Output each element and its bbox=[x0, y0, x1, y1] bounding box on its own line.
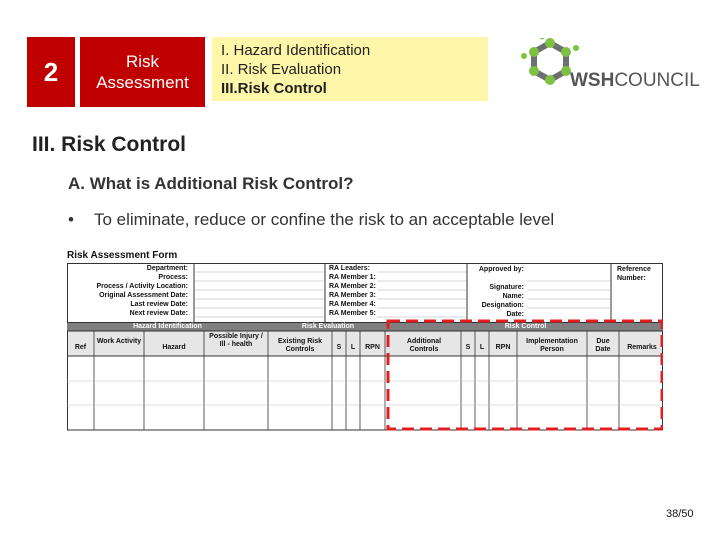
member-label: RA Member 2: bbox=[329, 283, 376, 290]
logo-text bbox=[570, 70, 700, 92]
field-label: Process: bbox=[158, 274, 188, 281]
col-header: Due Date bbox=[595, 338, 611, 353]
field-label: Original Assessment Date: bbox=[99, 292, 188, 299]
bullet-item bbox=[68, 210, 554, 230]
approval-label: Designation: bbox=[481, 302, 524, 309]
field-label: Last review Date: bbox=[130, 301, 188, 308]
group-hazard-identification: Hazard Identification bbox=[133, 323, 202, 330]
member-label: RA Member 3: bbox=[329, 292, 376, 299]
member-label: RA Member 5: bbox=[329, 310, 376, 317]
step-3-active: III.Risk Control bbox=[221, 80, 327, 97]
step-2: II. Risk Evaluation bbox=[221, 61, 342, 78]
col-header: L bbox=[350, 344, 356, 351]
col-header: Implementation Person bbox=[526, 338, 578, 353]
col-header: RPN bbox=[365, 344, 380, 351]
col-header: S bbox=[336, 344, 342, 351]
col-header: S bbox=[465, 344, 471, 351]
col-header: Hazard bbox=[162, 344, 186, 351]
section-number-badge: 2 bbox=[27, 37, 75, 107]
approval-label: Date: bbox=[506, 311, 524, 318]
page-title: III. Risk Control bbox=[32, 133, 187, 156]
member-label: RA Leaders: bbox=[329, 265, 370, 272]
group-risk-control: Risk Control bbox=[504, 323, 547, 330]
risk-assessment-form bbox=[67, 263, 663, 431]
col-header: Work Activity bbox=[96, 338, 142, 345]
logo-text-rest: COUNCIL bbox=[614, 70, 700, 91]
field-label: Next review Date: bbox=[129, 310, 188, 317]
col-header: Additional Controls bbox=[406, 338, 442, 353]
approval-label: Signature: bbox=[489, 284, 524, 291]
col-header: Ref bbox=[74, 344, 87, 351]
col-header: Possible Injury / Ill - health bbox=[209, 333, 263, 348]
col-header: Remarks bbox=[627, 344, 657, 351]
member-label: RA Member 1: bbox=[329, 274, 376, 281]
col-header: Existing Risk Controls bbox=[278, 338, 322, 353]
col-header: RPN bbox=[495, 344, 511, 351]
group-risk-evaluation: Risk Evaluation bbox=[301, 323, 355, 330]
field-label: Process / Activity Location: bbox=[96, 283, 188, 290]
logo-text-bold: WSH bbox=[570, 70, 615, 91]
step-list bbox=[212, 37, 488, 101]
bullet-icon: • bbox=[68, 210, 74, 229]
page-number: 38/50 bbox=[666, 508, 694, 520]
bullet-text: To eliminate, reduce or confine the risk to an acceptable level bbox=[94, 210, 555, 229]
step-1: I. Hazard Identification bbox=[221, 42, 371, 59]
member-label: RA Member 4: bbox=[329, 301, 376, 308]
reference-label: Reference Number: bbox=[617, 266, 651, 282]
approval-label: Name: bbox=[502, 293, 524, 300]
col-header: L bbox=[479, 344, 485, 351]
field-label: Department: bbox=[146, 265, 188, 272]
section-title: Risk Assessment bbox=[96, 52, 189, 92]
approval-label: Approved by: bbox=[478, 266, 524, 273]
section-title-badge bbox=[80, 37, 205, 107]
form-title: Risk Assessment Form bbox=[67, 250, 178, 261]
page-subtitle: A. What is Additional Risk Control? bbox=[68, 174, 354, 193]
